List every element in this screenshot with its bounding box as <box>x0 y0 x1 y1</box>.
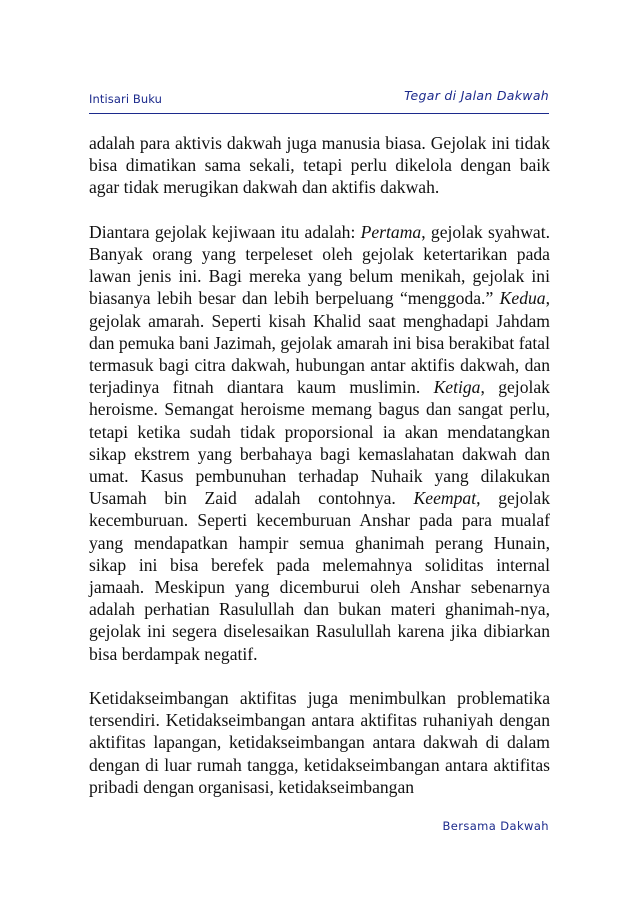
page-header <box>89 88 549 112</box>
paragraph-2-text-5: , gejolak kecemburuan. Seperti kecemburuan Anshar pada para mualaf yang mendapatkan hampir semua ghanimah perang Hunain, sikap ini bisa berefek pada melemahnya soliditas internal jamaah. Meskipun yang dicemburui oleh Anshar sebenarnya adalah perhatian Rasulullah dan bukan materi ghanimah-nya, gejolak ini segera diselesaikan Rasulullah karena jika dibiarkan bisa berdampak negatif. <box>89 488 550 664</box>
paragraph-1: adalah para aktivis dakwah juga manusia biasa. Gejolak ini tidak bisa dimatikan sama sekali, tetapi perlu dikelola dengan baik agar tidak merugikan dakwah dan aktifis dakwah. <box>89 133 550 198</box>
paragraph-2-text-2: , gejolak syahwat. Banyak orang yang terpeleset oleh gejolak ketertarikan pada lawan jenis ini. Bagi mereka yang belum menikah, gejolak ini biasanya lebih besar dan lebih berpeluang “menggoda.” <box>89 221 551 309</box>
paragraph-2-text-3: , gejolak amarah. Seperti kisah Khalid saat menghadapi Jahdam dan pemuka bani Jazimah, gejolak amarah ini bisa berakibat fatal termasuk bagi citra dakwah, hubungan antar aktifis dakwah, dan terjadinya fitnah diantara kaum muslimin. <box>89 288 550 398</box>
page-footer: Bersama Dakwah <box>442 819 549 833</box>
body-text <box>89 132 550 820</box>
paragraph-2-emphasis-pertama: Pertama <box>360 221 422 242</box>
paragraph-3: Ketidakseimbangan aktifitas juga menimbulkan problematika tersendiri. Ketidakseimbangan antara aktifitas ruhaniyah dengan aktifitas lapangan, ketidakseimbangan antara dakwah di dalam dengan di luar rumah tangga, ketidakseimbangan antara aktifitas pribadi dengan organisasi, ketidakseimbangan <box>89 688 550 797</box>
paragraph-2-text-1: Diantara gejolak kejiwaan itu adalah: <box>89 221 361 242</box>
paragraph-2-emphasis-ketiga: Ketiga <box>433 377 481 398</box>
header-book-label: Intisari Buku <box>89 92 163 106</box>
header-book-title: Tegar di Jalan Dakwah <box>404 88 549 103</box>
paragraph-2 <box>89 221 550 665</box>
header-divider <box>89 113 549 114</box>
paragraph-2-emphasis-kedua: Kedua <box>499 288 546 309</box>
paragraph-2-text-4: , gejolak heroisme. Semangat heroisme memang bagus dan sangat perlu, tetapi ketika sudah tidak proporsional ia akan mendatangkan sikap ekstrem yang berbahaya bagi kemaslahatan dakwah dan umat. Kasus pembunuhan terhadap Nuhaik yang dilakukan Usamah bin Zaid adalah contohnya. <box>89 377 550 509</box>
paragraph-2-emphasis-keempat: Keempat <box>413 488 477 509</box>
